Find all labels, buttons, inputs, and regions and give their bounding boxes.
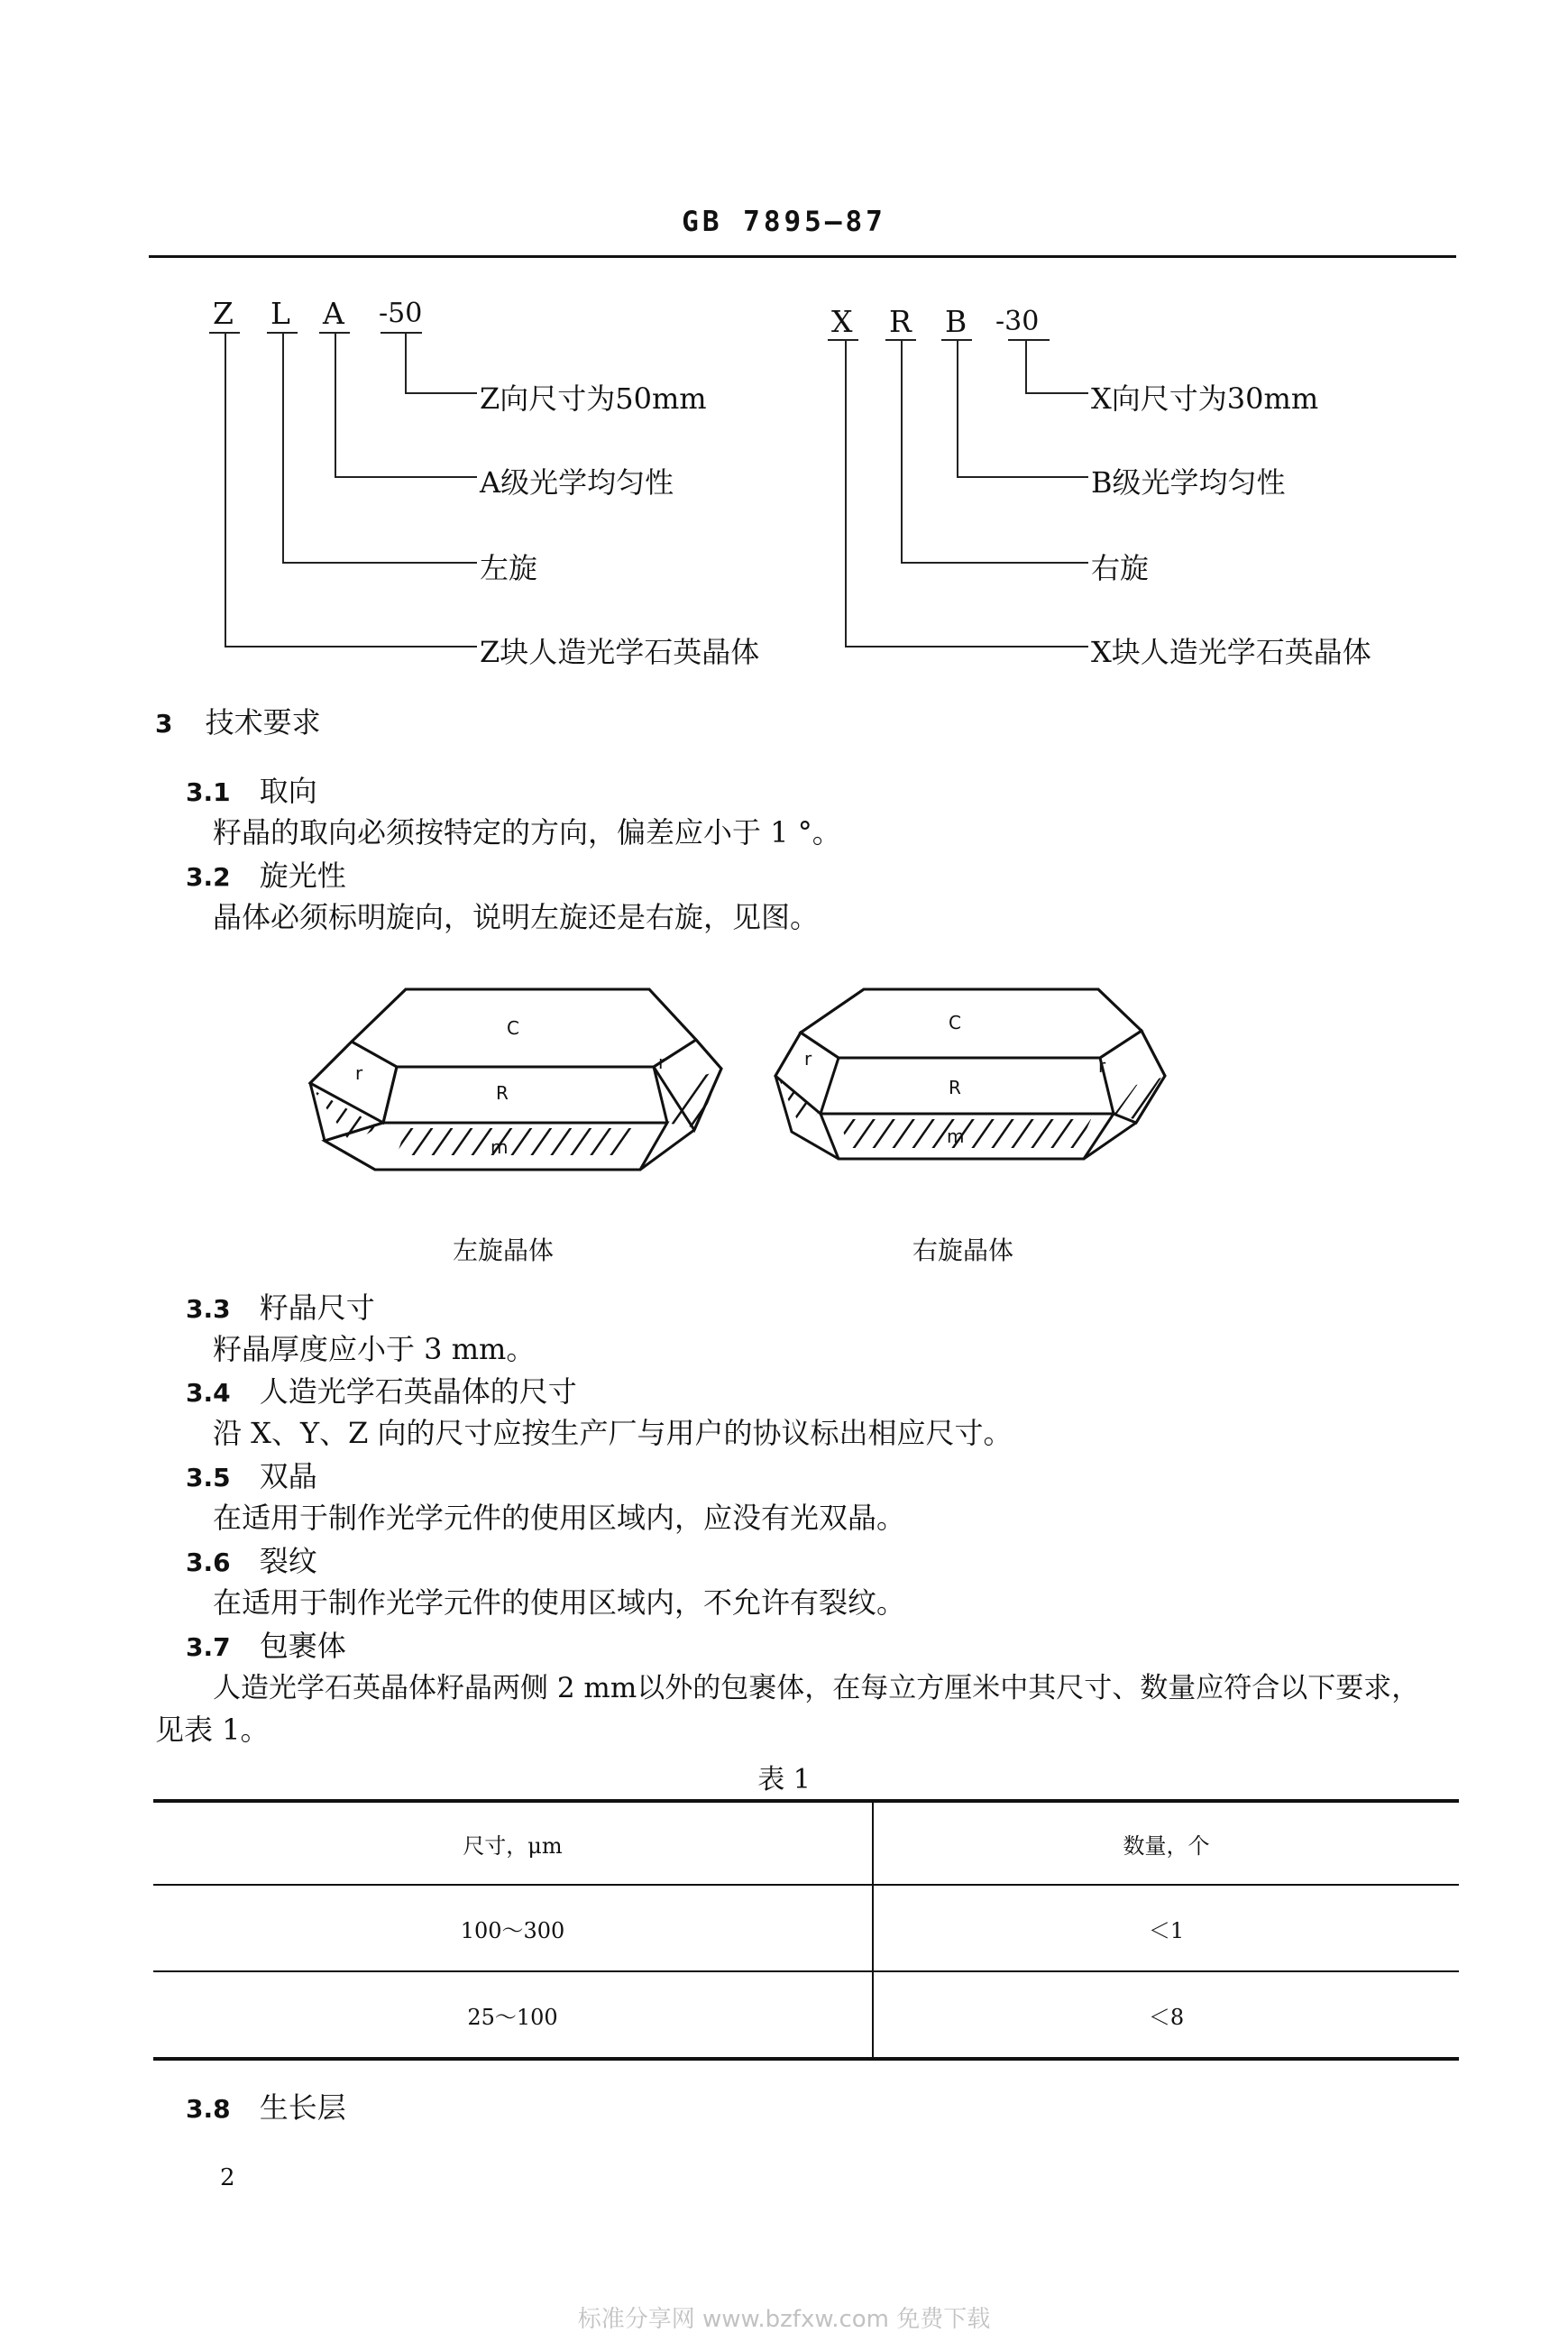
leader <box>225 332 226 647</box>
leader <box>957 476 1088 478</box>
item-3-3-heading: 3.3 籽晶尺寸 <box>186 1290 375 1325</box>
left-crystal <box>310 989 721 1170</box>
leader <box>335 476 477 478</box>
item-3-5-text: 在适用于制作光学元件的使用区域内，应没有光双晶。 <box>213 1501 906 1535</box>
footer-watermark: 标准分享网 www.bzfxw.com 免费下载 <box>577 2306 991 2333</box>
leader <box>845 646 1088 647</box>
header-count: 数量，个 <box>873 1801 1459 1885</box>
item-3-2-text: 晶体必须标明旋向，说明左旋还是右旋，见图。 <box>213 900 820 934</box>
leader <box>225 646 477 647</box>
face-label-big-r: R <box>949 1077 961 1098</box>
leader <box>901 562 1088 564</box>
item-3-4-heading: 3.4 人造光学石英晶体的尺寸 <box>186 1374 577 1409</box>
code-z: Z <box>213 296 234 331</box>
face-label-r: r <box>355 1062 363 1084</box>
item-3-5-heading: 3.5 双晶 <box>186 1459 317 1493</box>
face-label-big-r: R <box>496 1082 509 1104</box>
code-r: R <box>889 304 912 339</box>
leader <box>282 332 284 563</box>
leader <box>1025 339 1027 393</box>
face-label-r: r <box>804 1048 812 1070</box>
leader <box>957 339 958 477</box>
face-label-m: m <box>947 1125 965 1147</box>
page-number: 2 <box>220 2164 235 2191</box>
section-number: 3 <box>155 709 173 739</box>
table-1-caption: 表 1 <box>757 1764 811 1796</box>
label-left-hand: 左旋 <box>480 551 538 585</box>
label-right-hand: 右旋 <box>1091 551 1150 585</box>
label-z-block: Z块人造光学石英晶体 <box>480 635 760 669</box>
label-z-size: Z向尺寸为50mm <box>480 381 707 416</box>
code-l: L <box>271 296 290 331</box>
code-b: B <box>945 304 967 339</box>
item-3-3-text: 籽晶厚度应小于 3 mm。 <box>213 1332 536 1366</box>
label-grade-a: A级光学均匀性 <box>480 465 674 500</box>
underline <box>1008 339 1050 341</box>
item-3-8-heading: 3.8 生长层 <box>186 2090 346 2125</box>
section-title: 技术要求 <box>205 705 321 739</box>
cell-size: 25～100 <box>153 1971 873 2059</box>
header-size: 尺寸，μm <box>153 1801 873 1885</box>
item-3-7-text-continued: 见表 1。 <box>155 1713 270 1747</box>
caption-left-crystal: 左旋晶体 <box>453 1235 555 1265</box>
label-x-size: X向尺寸为30mm <box>1091 381 1319 416</box>
leader <box>282 562 477 564</box>
code-a: A <box>323 296 344 331</box>
cell-count: ＜8 <box>873 1971 1459 2059</box>
item-3-1-heading: 3.1 取向 <box>186 774 317 808</box>
item-3-2-heading: 3.2 旋光性 <box>186 859 346 893</box>
item-3-6-heading: 3.6 裂纹 <box>186 1544 317 1578</box>
face-label-c: C <box>949 1012 961 1033</box>
cell-size: 100～300 <box>153 1885 873 1971</box>
crystal-figure <box>298 978 1199 1213</box>
face-label-m: m <box>491 1136 509 1158</box>
caption-right-crystal: 右旋晶体 <box>912 1235 1014 1265</box>
leader <box>405 392 477 394</box>
table-header-row <box>153 1801 1459 1885</box>
section-3-heading <box>155 700 321 741</box>
item-3-7-text: 人造光学石英晶体籽晶两侧 2 mm以外的包裹体，在每立方厘米中其尺寸、数量应符合以下要求， <box>213 1672 1420 1704</box>
leader <box>1025 392 1088 394</box>
header-rule <box>149 255 1456 258</box>
code-x: X <box>831 304 853 339</box>
item-3-7-heading: 3.7 包裹体 <box>186 1629 346 1663</box>
table-1 <box>153 1799 1459 2061</box>
face-label-c: C <box>507 1017 519 1039</box>
cell-count: ＜1 <box>873 1885 1459 1971</box>
code-30: -30 <box>995 306 1040 337</box>
leader <box>405 332 407 393</box>
item-3-4-text: 沿 X、Y、Z 向的尺寸应按生产厂与用户的协议标出相应尺寸。 <box>213 1416 1013 1450</box>
table-row <box>153 1971 1459 2059</box>
table-row <box>153 1885 1459 1971</box>
leader <box>845 339 847 647</box>
label-x-block: X块人造光学石英晶体 <box>1091 635 1371 669</box>
standard-header: GB 7895—87 <box>682 206 886 238</box>
leader <box>901 339 903 563</box>
code-50: -50 <box>379 298 423 329</box>
right-crystal <box>775 989 1165 1159</box>
item-3-6-text: 在适用于制作光学元件的使用区域内，不允许有裂纹。 <box>213 1585 906 1620</box>
leader <box>335 332 336 477</box>
underline <box>381 332 422 334</box>
underline <box>828 339 858 341</box>
face-label-r: r <box>658 1052 666 1073</box>
face-label-r: r <box>1098 1055 1106 1077</box>
item-3-1-text: 籽晶的取向必须按特定的方向，偏差应小于 1 °。 <box>213 815 841 850</box>
label-grade-b: B级光学均匀性 <box>1091 465 1286 500</box>
